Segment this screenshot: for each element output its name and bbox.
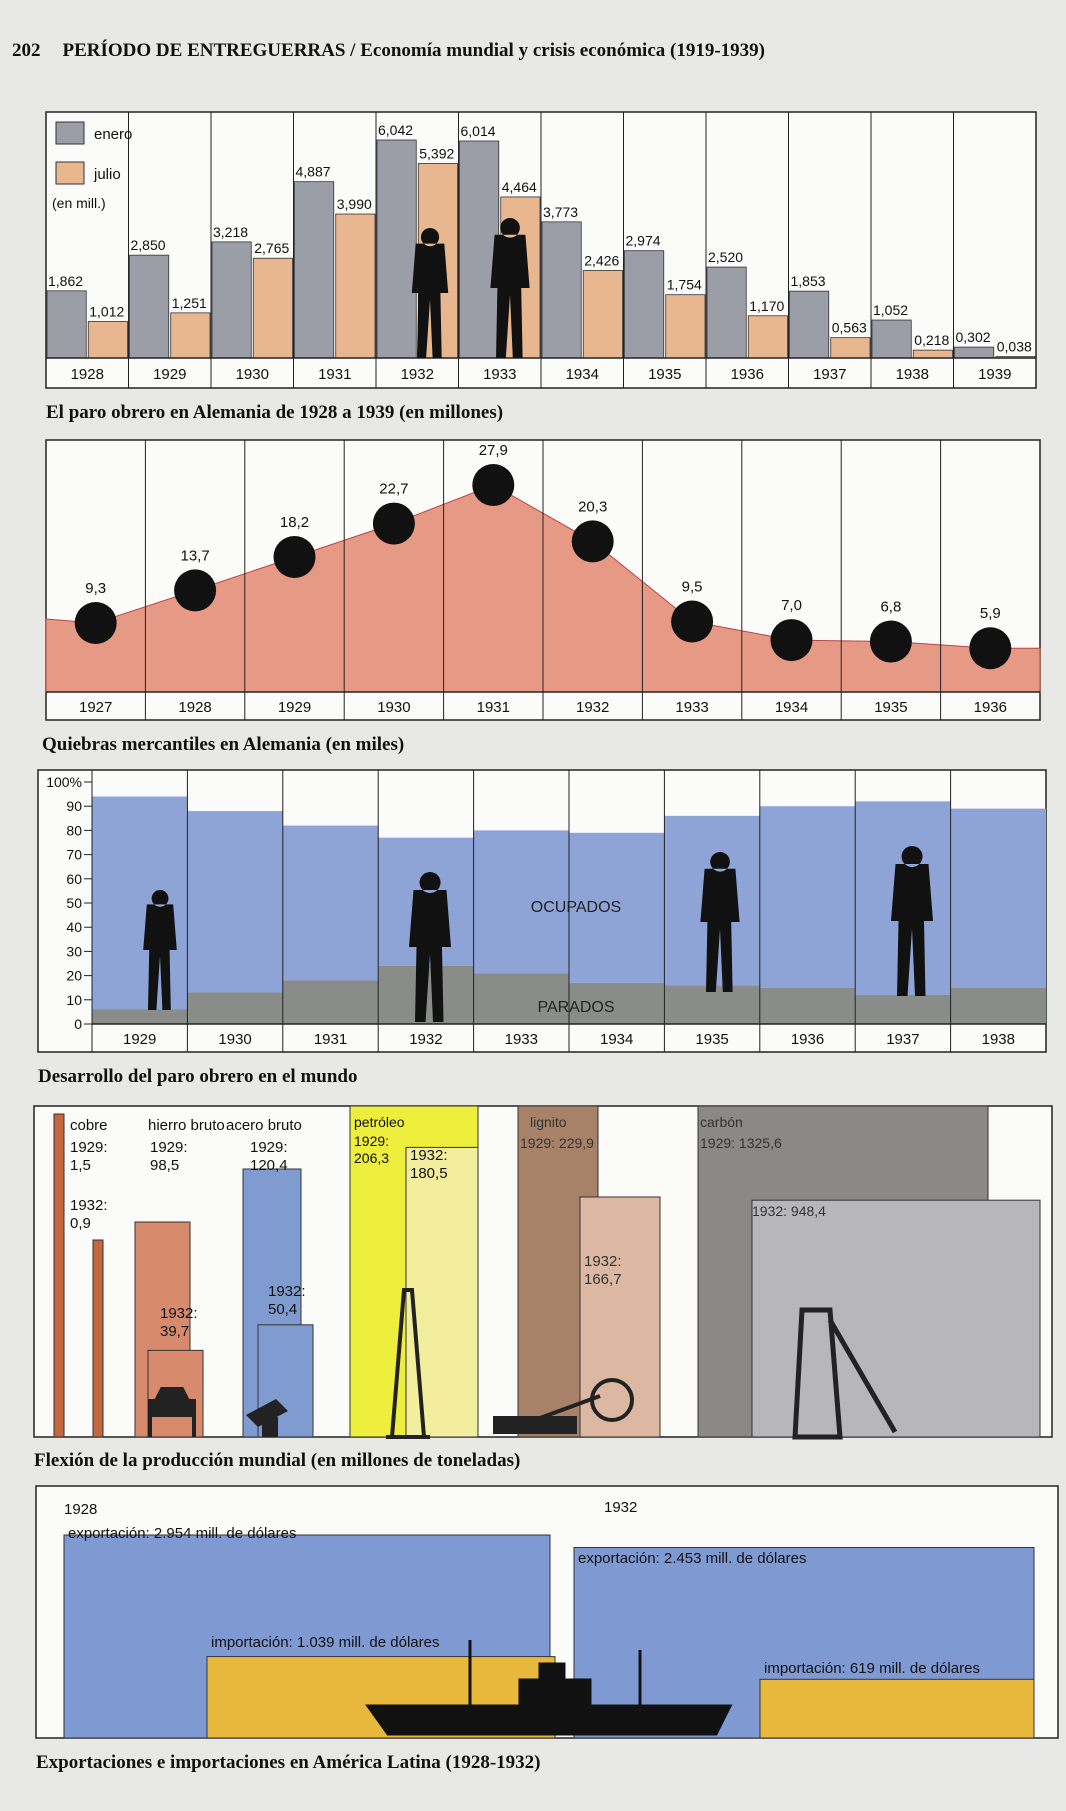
legend-label-julio: julio — [94, 166, 121, 183]
value-label-hierro-1929: 1929: 98,5 — [150, 1139, 188, 1174]
data-label-julio-1928: 1,012 — [89, 303, 125, 320]
data-label-enero-1939: 0,302 — [955, 329, 991, 346]
x-tick-label-1933: 1933 — [504, 1031, 538, 1048]
data-label-enero-1929: 2,850 — [130, 237, 166, 254]
x-tick-label-1936: 1936 — [730, 366, 764, 383]
y-tick-label-60: 60 — [66, 870, 82, 887]
x-tick-label-1929: 1929 — [123, 1031, 157, 1048]
y-tick-label-90: 90 — [66, 798, 82, 815]
data-label-julio-1937: 0,563 — [831, 319, 867, 336]
x-tick-label-1936: 1936 — [790, 1031, 825, 1048]
data-label-enero-1933: 6,014 — [460, 123, 496, 140]
data-label-1928: 13,7 — [180, 547, 210, 565]
data-label-julio-1932: 5,392 — [419, 145, 455, 162]
value-label-lignito-1932: 1932: 166,7 — [584, 1253, 622, 1288]
y-tick-label-20: 20 — [66, 967, 82, 984]
x-tick-label-1928: 1928 — [70, 366, 104, 383]
x-tick-label-1937: 1937 — [886, 1031, 920, 1048]
label-export-1932: exportación: 2.453 mill. de dólares — [578, 1550, 807, 1567]
x-tick-label-1931: 1931 — [476, 699, 510, 716]
x-tick-label-1934: 1934 — [774, 699, 809, 716]
x-tick-label-1937: 1937 — [813, 366, 847, 383]
x-label-1928: 1928 — [64, 1501, 98, 1518]
x-tick-label-1927: 1927 — [79, 699, 113, 716]
data-label-1936: 5,9 — [979, 605, 1001, 623]
data-label-enero-1936: 2,520 — [708, 249, 744, 266]
data-label-enero-1930: 3,218 — [213, 223, 249, 240]
value-label-petroleo-1932: 1932: 180,5 — [410, 1147, 448, 1182]
x-tick-label-1932: 1932 — [409, 1031, 443, 1048]
data-label-enero-1928: 1,862 — [48, 272, 84, 289]
x-tick-label-1934: 1934 — [600, 1031, 634, 1048]
data-label-enero-1938: 1,052 — [873, 302, 909, 319]
category-label-cobre: cobre — [70, 1117, 108, 1134]
data-label-julio-1934: 2,426 — [584, 252, 620, 269]
data-label-1933: 9,5 — [681, 578, 703, 596]
x-tick-label-1935: 1935 — [695, 1031, 729, 1048]
data-label-enero-1932: 6,042 — [378, 122, 414, 138]
x-tick-label-1929: 1929 — [277, 699, 312, 716]
chart-title-world-production: Flexión de la producción mundial (en millones de toneladas) — [34, 1450, 521, 1471]
x-tick-label-1935: 1935 — [648, 366, 682, 383]
data-label-1929: 18,2 — [279, 513, 310, 531]
series-label-parados: PARADOS — [537, 999, 615, 1016]
value-label-acero-1929: 1929: 120,4 — [250, 1139, 288, 1174]
x-label-1932: 1932 — [604, 1499, 638, 1516]
value-label-lignito-1929: 1929: 229,9 — [520, 1135, 594, 1151]
bar-import-1932 — [760, 1679, 1034, 1738]
category-label-lignito: lignito — [530, 1114, 567, 1130]
value-label-carbon-1932: 1932: 948,4 — [752, 1203, 826, 1219]
x-tick-label-1928: 1928 — [178, 699, 212, 716]
label-import-1932: importación: 619 mill. de dólares — [764, 1660, 980, 1677]
data-label-1930: 22,7 — [379, 480, 409, 498]
x-tick-label-1938: 1938 — [895, 366, 929, 383]
y-tick-label-100: 100% — [46, 774, 82, 790]
chart-title-bankruptcies: Quiebras mercantiles en Alemania (en miles) — [42, 734, 405, 755]
legend-label-enero: enero — [94, 126, 133, 143]
x-tick-label-1934: 1934 — [565, 366, 599, 383]
data-label-1931: 27,9 — [478, 442, 508, 459]
page-title: PERÍODO DE ENTREGUERRAS / Economía mundial y crisis económica (1919-1939) — [62, 40, 765, 61]
data-label-julio-1931: 3,990 — [336, 196, 372, 213]
chart-title-world-unemployment: Desarrollo del paro obrero en el mundo — [38, 1066, 358, 1087]
data-label-1932: 20,3 — [578, 498, 608, 516]
data-label-julio-1935: 1,754 — [666, 276, 702, 293]
data-label-enero-1934: 3,773 — [543, 203, 579, 220]
x-tick-label-1931: 1931 — [313, 1031, 348, 1048]
x-tick-label-1930: 1930 — [235, 366, 269, 383]
data-label-julio-1939: 0,038 — [996, 338, 1032, 355]
x-tick-label-1932: 1932 — [400, 366, 434, 383]
value-label-acero-1932: 1932: 50,4 — [268, 1283, 306, 1318]
y-tick-label-0: 0 — [74, 1016, 82, 1032]
data-label-julio-1938: 0,218 — [914, 332, 950, 349]
x-tick-label-1933: 1933 — [675, 699, 709, 716]
data-label-1934: 7,0 — [781, 597, 802, 615]
y-tick-label-70: 70 — [66, 846, 82, 863]
x-tick-label-1930: 1930 — [218, 1031, 252, 1048]
data-label-enero-1937: 1,853 — [790, 273, 826, 290]
x-tick-label-1936: 1936 — [973, 699, 1007, 716]
data-label-1935: 6,8 — [880, 598, 902, 616]
category-label-carbon: carbón — [700, 1114, 743, 1130]
category-label-hierro: hierro bruto — [148, 1117, 225, 1134]
y-tick-label-50: 50 — [66, 895, 82, 911]
x-tick-label-1938: 1938 — [981, 1031, 1015, 1048]
data-label-enero-1935: 2,974 — [625, 232, 661, 249]
x-tick-label-1935: 1935 — [874, 699, 908, 716]
chart-title-latin-america-trade: Exportaciones e importaciones en América Latina (1928-1932) — [36, 1752, 541, 1773]
label-export-1928: exportación: 2.954 mill. de dólares — [68, 1525, 297, 1542]
x-tick-label-1931: 1931 — [318, 366, 352, 383]
y-tick-label-80: 80 — [66, 822, 82, 839]
category-label-acero: acero bruto — [226, 1117, 302, 1134]
y-tick-label-30: 30 — [66, 943, 82, 960]
y-tick-label-10: 10 — [66, 991, 82, 1008]
category-label-petroleo: petróleo — [354, 1114, 405, 1130]
page-number: 202 — [12, 40, 41, 61]
data-label-julio-1930: 2,765 — [254, 240, 290, 257]
data-label-enero-1931: 4,887 — [295, 163, 331, 180]
x-tick-label-1939: 1939 — [978, 366, 1012, 383]
value-label-carbon-1929: 1929: 1325,6 — [700, 1135, 782, 1151]
y-tick-label-40: 40 — [66, 919, 82, 936]
value-label-cobre-1929: 1929: 1,5 — [70, 1139, 108, 1174]
x-tick-label-1929: 1929 — [153, 366, 187, 383]
series-label-ocupados: OCUPADOS — [530, 899, 622, 916]
data-label-julio-1936: 1,170 — [749, 297, 785, 314]
legend-unit: (en mill.) — [52, 195, 106, 211]
label-import-1928: importación: 1.039 mill. de dólares — [211, 1634, 440, 1651]
data-label-julio-1929: 1,251 — [171, 294, 207, 311]
x-tick-label-1932: 1932 — [576, 699, 610, 716]
x-tick-label-1933: 1933 — [483, 366, 517, 383]
data-label-julio-1933: 4,464 — [501, 178, 537, 195]
chart-title-unemployment-germany: El paro obrero en Alemania de 1928 a 1939 (en millones) — [46, 402, 504, 423]
x-tick-label-1930: 1930 — [377, 699, 411, 716]
value-label-hierro-1932: 1932: 39,7 — [160, 1305, 198, 1340]
value-label-petroleo-1929: 1929: 206,3 — [354, 1133, 390, 1166]
data-label-1927: 9,3 — [85, 580, 107, 597]
value-label-cobre-1932: 1932: 0,9 — [70, 1197, 108, 1232]
